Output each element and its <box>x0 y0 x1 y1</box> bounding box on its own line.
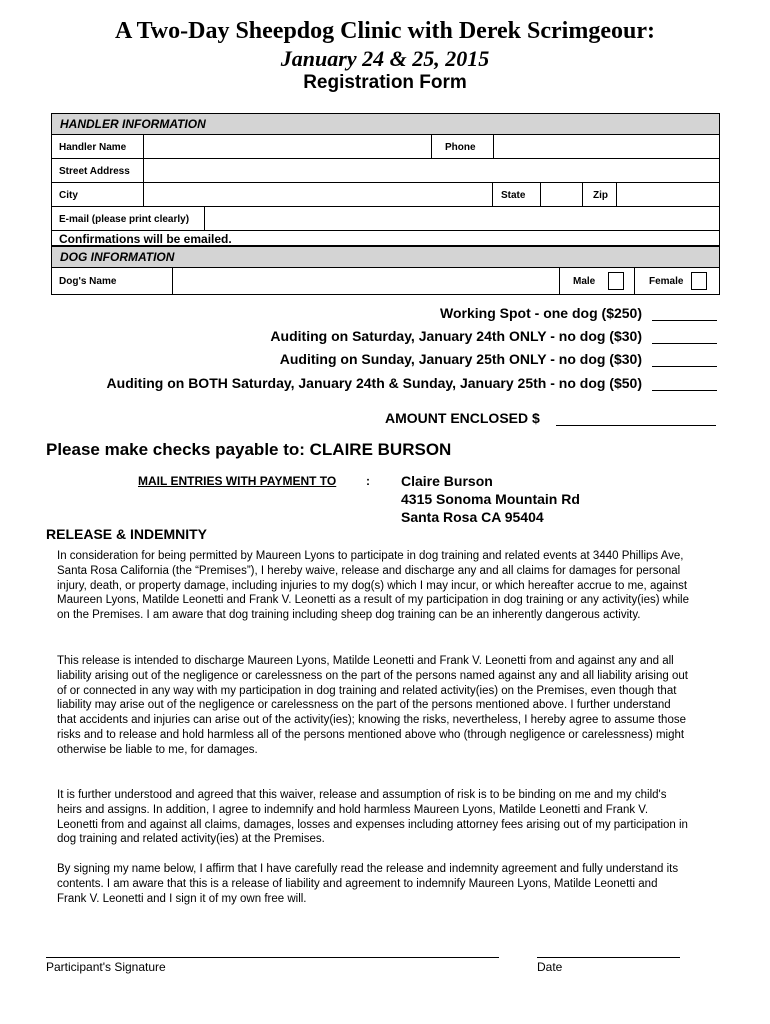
confirmations-note: Confirmations will be emailed. <box>59 231 232 246</box>
signature-line[interactable] <box>46 957 499 958</box>
handler-table <box>51 113 720 246</box>
street-field[interactable] <box>144 159 719 183</box>
fee-audit-saturday-blank[interactable] <box>652 343 717 344</box>
phone-label: Phone <box>445 141 476 153</box>
release-paragraph: In consideration for being permitted by Maureen Lyons to participate in dog training and related events at 3440 Phillips Ave, Santa Rosa California (the “Premises”), I hereby waive, release and discharge any and all claims for damages for personal injury, death, or property damage, including injuries to my dog(s) which I may incur, or which hereafter accrue to me, against Maureen Lyons, Matilde Leonetti and Frank V. Leonetti as a result of my participation in dog training or any activity(ies) while on the Premises. I am aware that dog training including sheep dog training can be an inherently dangerous activity. <box>57 550 689 622</box>
fee-working-spot: Working Spot - one dog ($250) <box>440 305 642 321</box>
email-label: E-mail (please print clearly) <box>59 213 190 225</box>
mail-street: 4315 Sonoma Mountain Rd <box>401 491 580 507</box>
zip-field[interactable] <box>617 183 719 207</box>
release-paragraph: It is further understood and agreed that this waiver, release and assumption of risk is to be binding on me and my child's heirs and assigns. In addition, I agree to indemnify and hold harmless Maureen Lyons, Matilde Leonetti and Frank V. Leonetti from and against all claims, damages, losses and expenses including attorney fees arising out of my participation in dog training and related activity(ies) at the Premises. <box>57 789 688 846</box>
release-heading: RELEASE & INDEMNITY <box>46 526 208 542</box>
email-row <box>52 206 719 231</box>
female-checkbox[interactable] <box>691 272 707 290</box>
dog-table <box>51 246 720 295</box>
form-name: Registration Form <box>303 72 467 93</box>
fee-audit-saturday: Auditing on Saturday, January 24th ONLY - no dog ($30) <box>270 328 642 344</box>
city-label: City <box>59 189 78 201</box>
email-field[interactable] <box>205 207 719 231</box>
city-field[interactable] <box>144 183 491 207</box>
street-label: Street Address <box>59 165 130 177</box>
handler-name-row <box>52 134 719 159</box>
fee-audit-sunday: Auditing on Sunday, January 25th ONLY - no dog ($30) <box>279 351 642 367</box>
event-dates: January 24 & 25, 2015 <box>280 46 490 71</box>
date-line[interactable] <box>537 957 680 958</box>
confirmations-row <box>52 230 719 246</box>
mail-entries-colon: : <box>366 474 370 488</box>
handler-name-label: Handler Name <box>59 141 127 153</box>
dog-section-heading: DOG INFORMATION <box>52 247 719 267</box>
dog-name-label: Dog's Name <box>59 276 117 287</box>
participant-signature-label: Participant's Signature <box>46 960 166 974</box>
male-checkbox[interactable] <box>608 272 624 290</box>
mail-city: Santa Rosa CA 95404 <box>401 509 544 525</box>
fee-audit-sunday-blank[interactable] <box>652 366 717 367</box>
checks-payable: Please make checks payable to: CLAIRE BURSON <box>46 440 452 459</box>
handler-section-heading: HANDLER INFORMATION <box>52 114 719 134</box>
amount-enclosed-label: AMOUNT ENCLOSED $ <box>385 410 540 426</box>
state-label: State <box>501 189 526 201</box>
mail-name: Claire Burson <box>401 473 493 489</box>
mail-entries-label: MAIL ENTRIES WITH PAYMENT TO <box>138 474 337 488</box>
page-title: A Two-Day Sheepdog Clinic with Derek Scrimgeour: <box>115 18 655 44</box>
release-paragraph: By signing my name below, I affirm that I have carefully read the release and indemnity agreement and fully understand its contents. I am aware that this is a release of liability and agreement to indemnify Maureen Lyons, Matilde Leonetti and Frank V. Leonetti and I sign it of my own free will. <box>57 863 679 905</box>
city-row <box>52 182 719 207</box>
handler-name-field[interactable] <box>144 135 430 159</box>
fee-audit-both: Auditing on BOTH Saturday, January 24th & Sunday, January 25th - no dog ($50) <box>106 375 642 391</box>
female-label: Female <box>649 276 684 287</box>
state-field[interactable] <box>541 183 581 207</box>
date-label: Date <box>537 960 563 974</box>
dog-name-field[interactable] <box>173 268 558 295</box>
phone-field[interactable] <box>494 135 719 159</box>
street-row <box>52 158 719 183</box>
male-label: Male <box>573 276 596 287</box>
zip-label: Zip <box>593 189 608 201</box>
fee-audit-both-blank[interactable] <box>652 390 717 391</box>
amount-enclosed-blank[interactable] <box>556 425 716 426</box>
dog-name-row <box>52 267 719 295</box>
fee-working-spot-blank[interactable] <box>652 320 717 321</box>
release-paragraph: This release is intended to discharge Maureen Lyons, Matilde Leonetti and Frank V. Leonetti from and against any and all liability arising out of the negligence or carelessness on the part of the persons named against any and all liability arising out of or connected in any way with my participation in dog training and related activity(ies) on the Premises, even though that liability may arise out of the negligence or carelessness on the part of the persons mentioned above. I further understand that accidents and injuries can arise out of the activity(ies); knowing the risks, nevertheless, I hereby agree to assume those risks and to release and hold harmless all of the persons mentioned above who (through negligence or carelessness) might otherwise be liable to me, for damages. <box>57 655 688 756</box>
